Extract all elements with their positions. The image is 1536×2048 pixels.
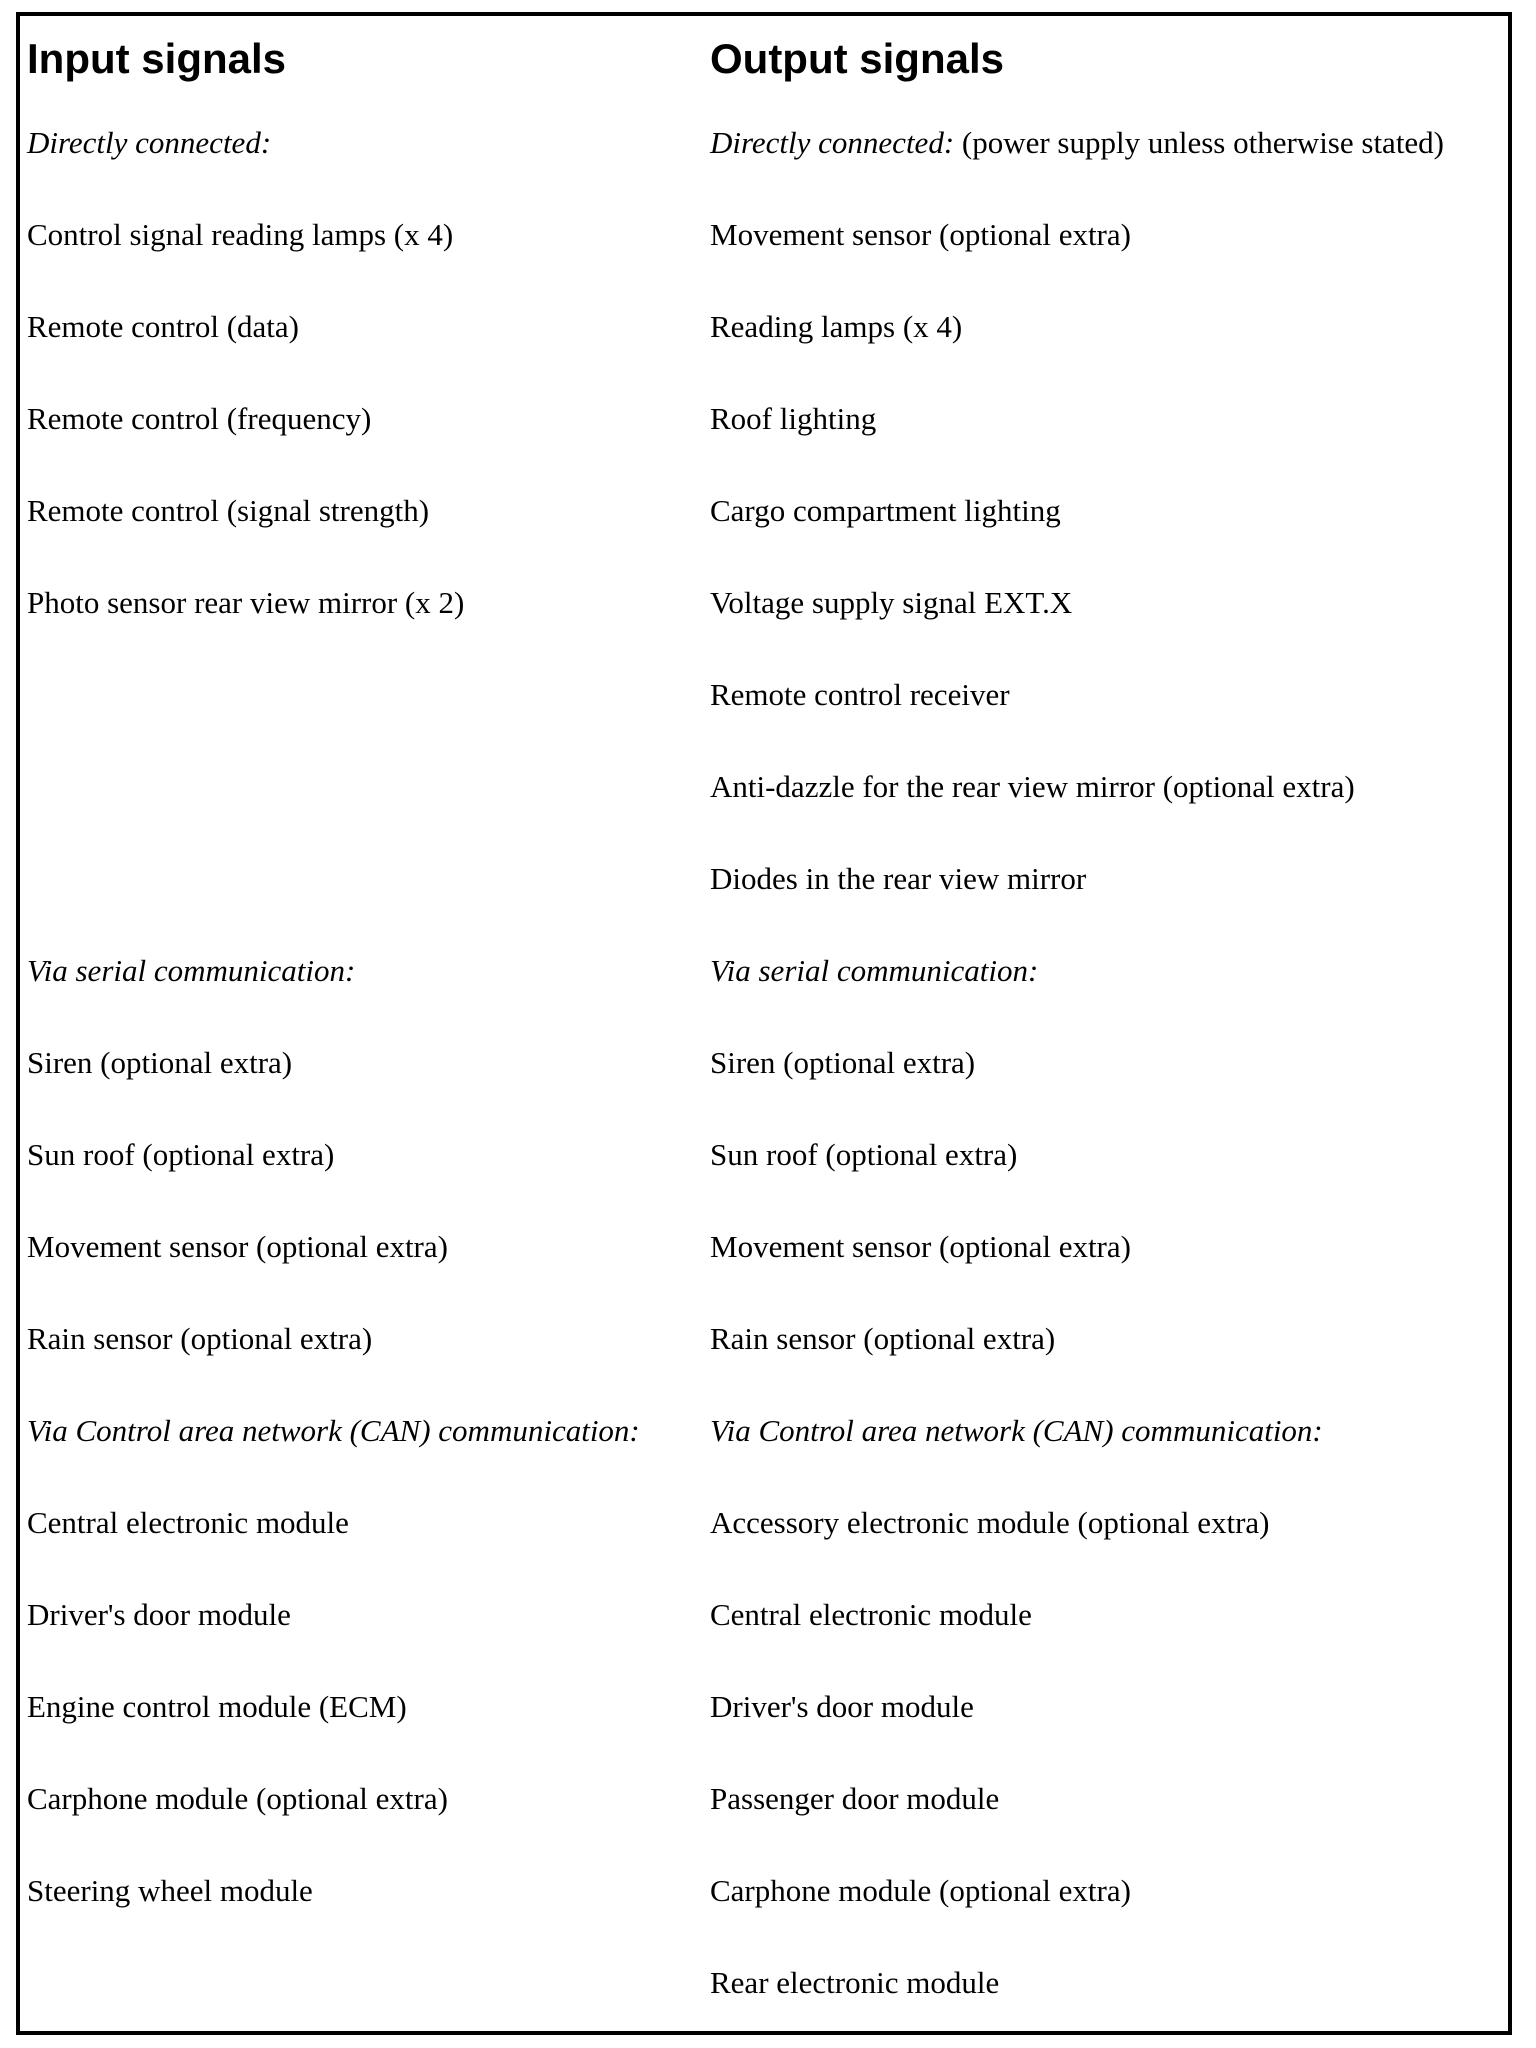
input-section-heading — [27, 1411, 640, 1503]
output-row-text: Roof lighting — [710, 401, 877, 436]
output-signals-list — [710, 123, 1444, 2035]
output-row-text: Voltage supply signal EXT.X — [710, 585, 1073, 620]
output-signal-item — [710, 399, 1444, 491]
output-row-text: Sun roof (optional extra) — [710, 1137, 1018, 1172]
output-signal-item — [710, 1871, 1444, 1963]
output-section-note: (power supply unless otherwise stated) — [954, 125, 1445, 160]
input-signal-item — [27, 215, 640, 307]
output-row-text: Anti-dazzle for the rear view mirror (optional extra) — [710, 769, 1355, 804]
output-signal-item — [710, 1135, 1444, 1227]
input-signal-item — [27, 491, 640, 583]
input-row-text: Remote control (frequency) — [27, 401, 372, 436]
output-row-text: Diodes in the rear view mirror — [710, 861, 1087, 896]
input-signal-item — [27, 1687, 640, 1779]
output-row-text: Via serial communication: — [710, 953, 1039, 988]
input-signal-item — [27, 307, 640, 399]
output-signal-item — [710, 767, 1444, 859]
input-row-text: Via Control area network (CAN) communication: — [27, 1413, 640, 1448]
output-signal-item — [710, 307, 1444, 399]
output-section-heading — [710, 951, 1444, 1043]
output-signals-heading: Output signals — [710, 35, 1004, 82]
input-row-text: Directly connected: — [27, 125, 272, 160]
output-row-text: Central electronic module — [710, 1597, 1032, 1632]
output-row-text: Remote control receiver — [710, 677, 1010, 712]
output-row-text: Rain sensor (optional extra) — [710, 1321, 1056, 1356]
output-signal-item — [710, 215, 1444, 307]
input-row-text: Driver's door module — [27, 1597, 291, 1632]
input-signal-item — [27, 1043, 640, 1135]
output-signal-item — [710, 1779, 1444, 1871]
input-section-heading — [27, 123, 640, 215]
input-row-text: Engine control module (ECM) — [27, 1689, 407, 1724]
output-row-text: Movement sensor (optional extra) — [710, 217, 1131, 252]
input-signals-list — [27, 123, 640, 1963]
output-signal-item — [710, 1687, 1444, 1779]
output-signal-item — [710, 1503, 1444, 1595]
input-row-text: Remote control (data) — [27, 309, 300, 344]
input-empty-row — [27, 767, 640, 859]
input-signal-item — [27, 1319, 640, 1411]
output-signal-item — [710, 1963, 1444, 2035]
input-row-text: Siren (optional extra) — [27, 1045, 293, 1080]
input-section-heading — [27, 951, 640, 1043]
input-row-text: Control signal reading lamps (x 4) — [27, 217, 454, 252]
input-row-text: Sun roof (optional extra) — [27, 1137, 335, 1172]
output-row-text: Cargo compartment lighting — [710, 493, 1061, 528]
output-signal-item — [710, 1319, 1444, 1411]
input-empty-row — [27, 675, 640, 767]
output-row-text: Movement sensor (optional extra) — [710, 1229, 1131, 1264]
input-signal-item — [27, 1595, 640, 1687]
input-row-text: Central electronic module — [27, 1505, 349, 1540]
output-row-text: Rear electronic module — [710, 1965, 1000, 2000]
output-row-text: Siren (optional extra) — [710, 1045, 976, 1080]
input-signals-heading: Input signals — [27, 35, 287, 82]
output-signal-item — [710, 1595, 1444, 1687]
output-signal-item — [710, 675, 1444, 767]
output-row-text: Accessory electronic module (optional extra) — [710, 1505, 1270, 1540]
input-signal-item — [27, 1503, 640, 1595]
output-signal-item — [710, 583, 1444, 675]
output-row-text: Carphone module (optional extra) — [710, 1873, 1131, 1908]
input-signal-item — [27, 399, 640, 491]
output-section-heading — [710, 1411, 1444, 1503]
input-row-text: Movement sensor (optional extra) — [27, 1229, 448, 1264]
output-row-text: Driver's door module — [710, 1689, 974, 1724]
input-row-text: Carphone module (optional extra) — [27, 1781, 448, 1816]
input-signal-item — [27, 1871, 640, 1963]
input-signal-item — [27, 1227, 640, 1319]
output-row-text: Passenger door module — [710, 1781, 1000, 1816]
input-row-text: Steering wheel module — [27, 1873, 313, 1908]
input-row-text: Via serial communication: — [27, 953, 356, 988]
input-signal-item — [27, 1135, 640, 1227]
signals-table — [16, 12, 1512, 2035]
input-signal-item — [27, 1779, 640, 1871]
output-row-text: Directly connected: — [710, 125, 955, 160]
input-signal-item — [27, 583, 640, 675]
output-signal-item — [710, 1043, 1444, 1135]
input-row-text: Photo sensor rear view mirror (x 2) — [27, 585, 465, 620]
output-signal-item — [710, 859, 1444, 951]
output-row-text: Reading lamps (x 4) — [710, 309, 963, 344]
input-row-text: Rain sensor (optional extra) — [27, 1321, 373, 1356]
input-row-text: Remote control (signal strength) — [27, 493, 430, 528]
output-signal-item — [710, 1227, 1444, 1319]
output-row-text: Via Control area network (CAN) communication: — [710, 1413, 1323, 1448]
output-section-heading — [710, 123, 1444, 215]
output-signal-item — [710, 491, 1444, 583]
input-empty-row — [27, 859, 640, 951]
